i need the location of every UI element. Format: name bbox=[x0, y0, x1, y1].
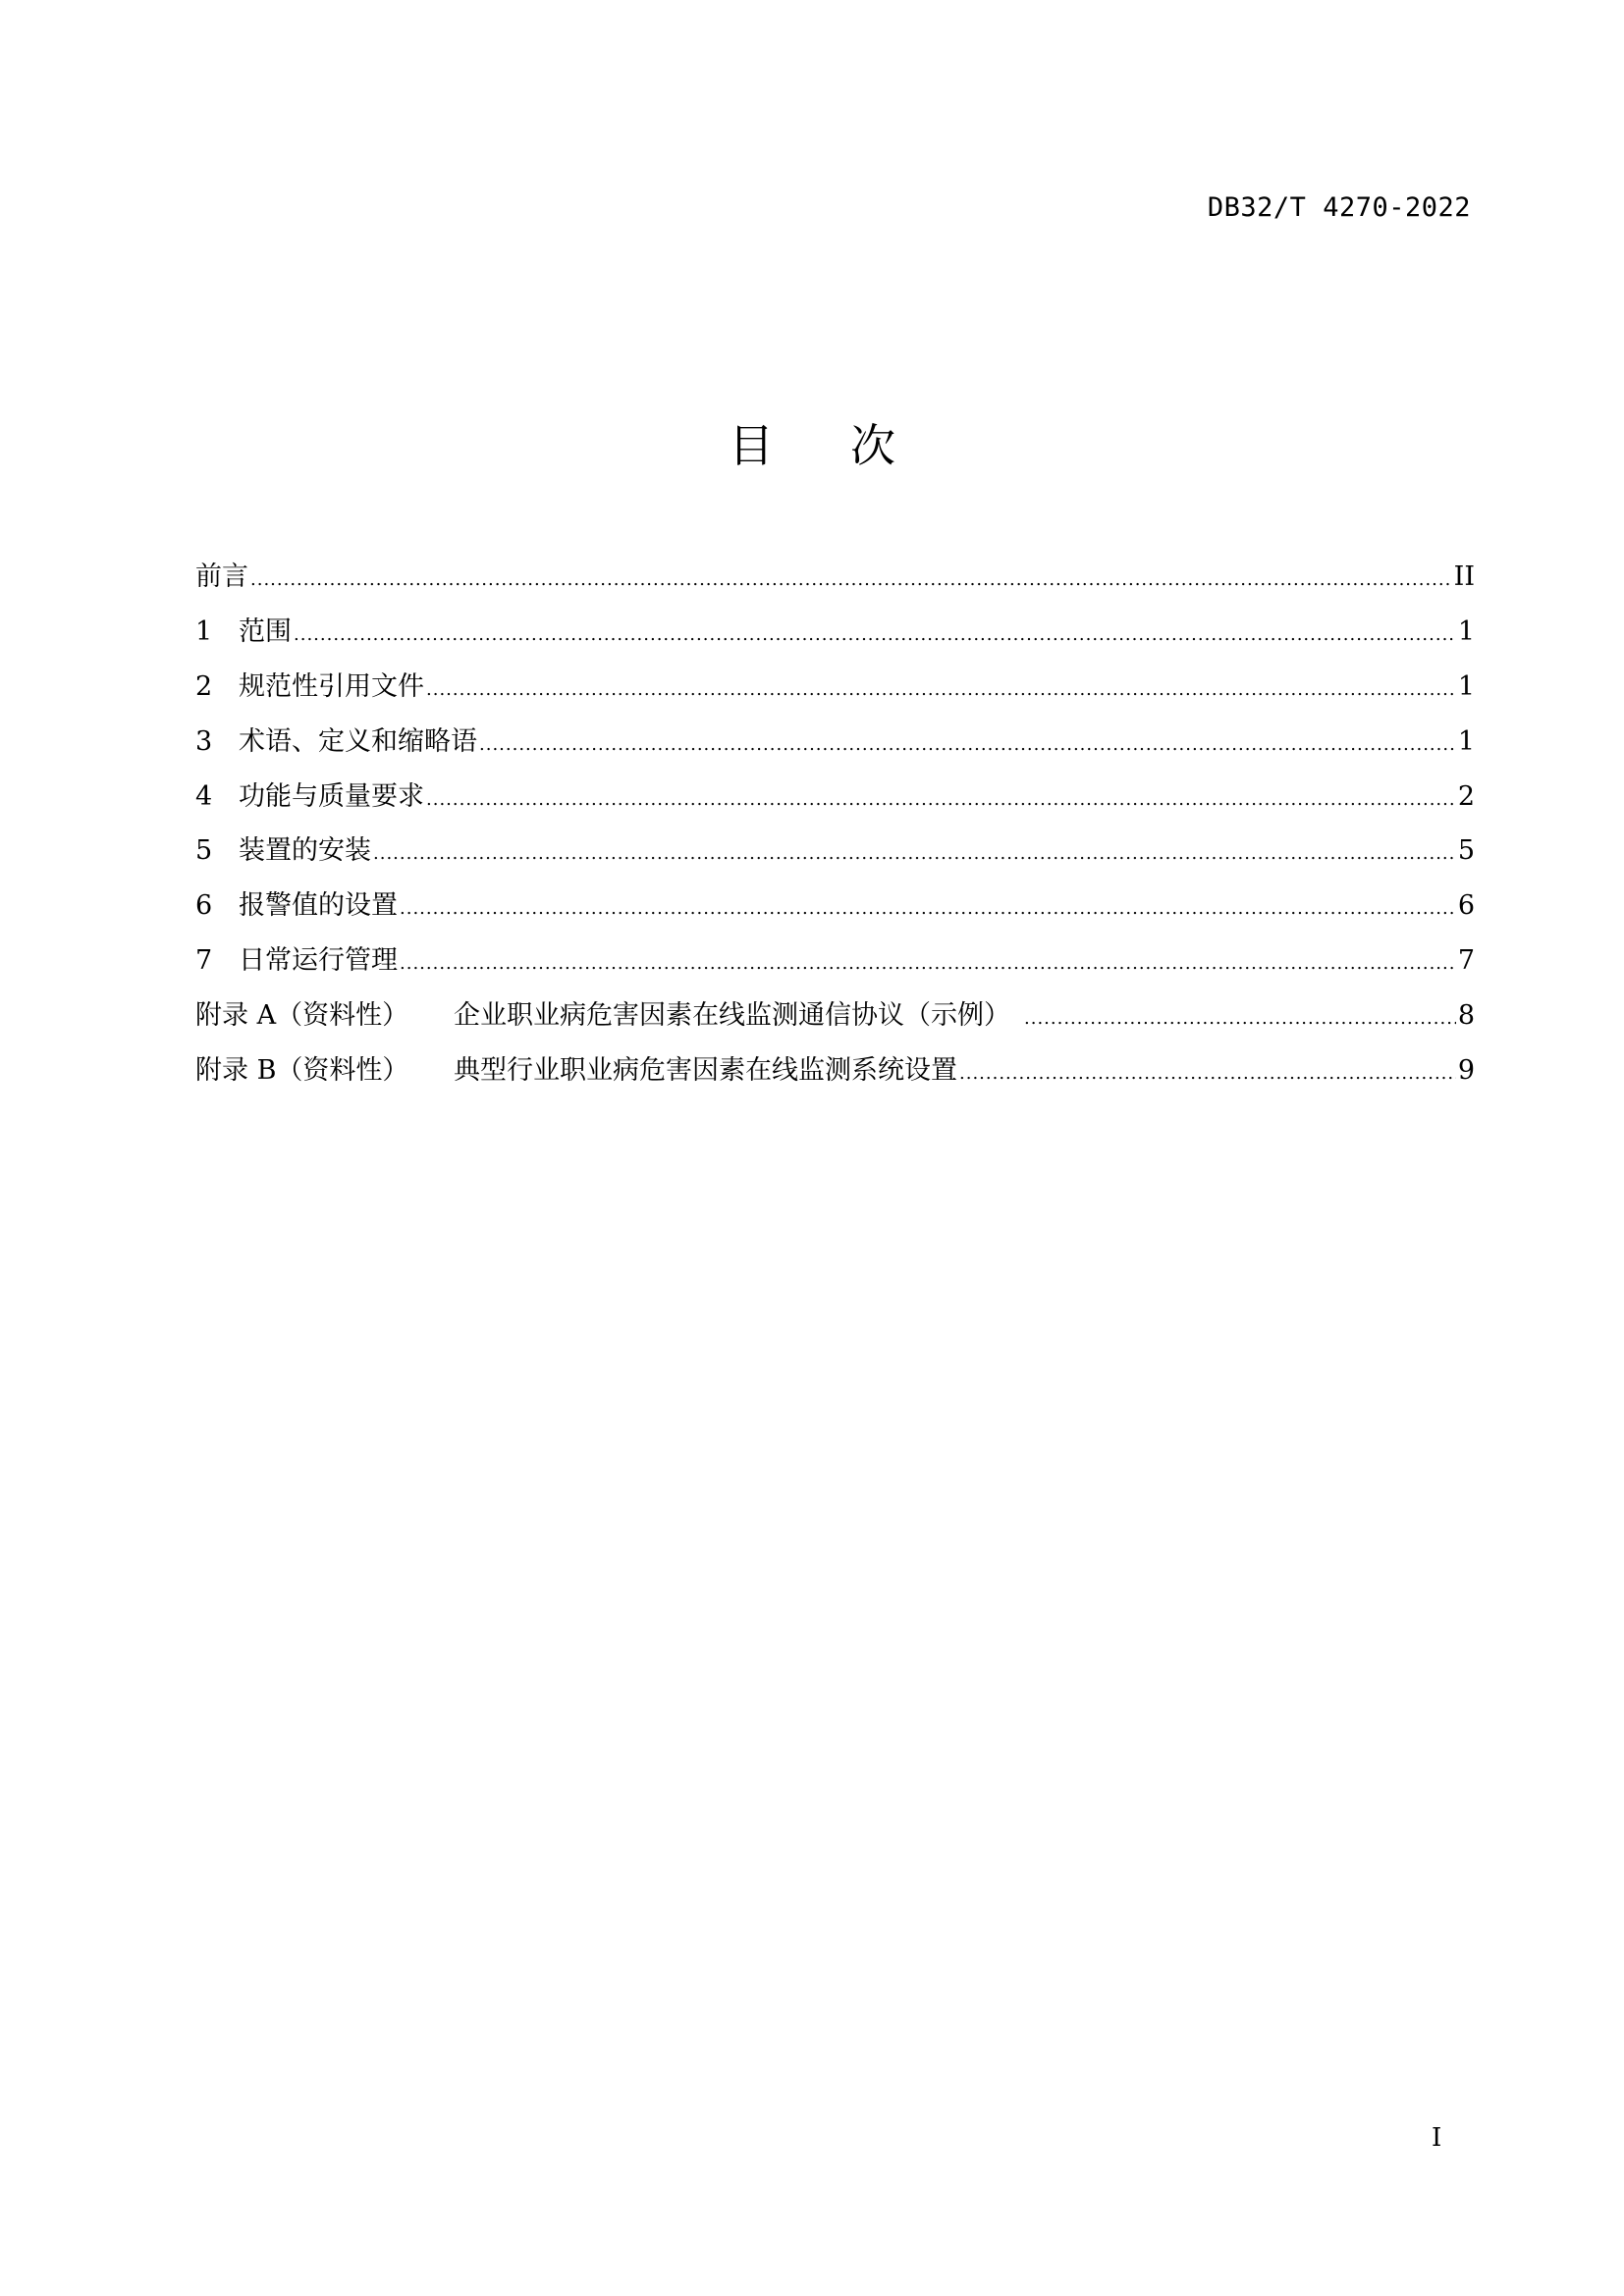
toc-entry-number: 3 bbox=[195, 725, 213, 757]
toc-annex-label: 附录 B（资料性） bbox=[195, 1055, 409, 1087]
document-code: DB32/T 4270-2022 bbox=[1207, 192, 1471, 223]
toc-entry-alarm-settings[interactable] bbox=[195, 883, 1475, 938]
toc-entry-installation[interactable] bbox=[195, 828, 1475, 883]
toc-entry-scope[interactable] bbox=[195, 610, 1475, 665]
toc-entry-daily-operation[interactable] bbox=[195, 938, 1475, 993]
toc-dot-leader bbox=[400, 953, 1456, 974]
toc-dot-leader bbox=[426, 679, 1456, 700]
toc-entry-text: 报警值的设置 bbox=[239, 890, 398, 922]
toc-entry-requirements[interactable] bbox=[195, 774, 1475, 829]
toc-page-number: 1 bbox=[1457, 615, 1475, 647]
toc-entry-text: 前言 bbox=[195, 561, 248, 592]
table-of-contents bbox=[195, 555, 1475, 1103]
toc-dot-leader bbox=[400, 898, 1456, 919]
toc-entry-number: 5 bbox=[195, 835, 213, 867]
toc-entry-terms-definitions[interactable] bbox=[195, 720, 1475, 774]
toc-dot-leader bbox=[426, 789, 1456, 810]
toc-page-number: 5 bbox=[1457, 835, 1475, 867]
toc-dot-leader bbox=[250, 569, 1452, 590]
toc-dot-leader bbox=[294, 624, 1456, 645]
toc-title: 目次 bbox=[729, 419, 972, 472]
toc-page-number: 6 bbox=[1457, 890, 1475, 922]
toc-entry-number: 1 bbox=[195, 615, 213, 647]
toc-entry-text: 企业职业病危害因素在线监测通信协议（示例） bbox=[454, 1000, 1010, 1032]
toc-entry-text: 功能与质量要求 bbox=[239, 780, 424, 812]
toc-dot-leader bbox=[479, 734, 1456, 755]
toc-page-number: 1 bbox=[1457, 670, 1475, 702]
toc-dot-leader bbox=[959, 1063, 1456, 1084]
toc-page-number: 2 bbox=[1457, 780, 1475, 812]
toc-page-number: 8 bbox=[1457, 1000, 1475, 1032]
toc-entry-annex-a[interactable] bbox=[195, 993, 1475, 1048]
toc-entry-number: 6 bbox=[195, 890, 213, 922]
toc-entry-number: 4 bbox=[195, 780, 213, 812]
toc-entry-text: 范围 bbox=[239, 615, 292, 647]
toc-page-number: 7 bbox=[1457, 945, 1475, 977]
toc-entry-text: 日常运行管理 bbox=[239, 945, 398, 977]
footer-page-number: I bbox=[1432, 2123, 1442, 2153]
toc-entry-normative-references[interactable] bbox=[195, 665, 1475, 720]
toc-page-number: II bbox=[1453, 561, 1475, 592]
toc-entry-text: 术语、定义和缩略语 bbox=[239, 725, 477, 757]
toc-page-number: 9 bbox=[1457, 1055, 1475, 1087]
toc-entry-text: 典型行业职业病危害因素在线监测系统设置 bbox=[454, 1055, 957, 1087]
toc-entry-foreword[interactable] bbox=[195, 555, 1475, 610]
toc-entry-number: 7 bbox=[195, 945, 213, 977]
toc-annex-label: 附录 A（资料性） bbox=[195, 1000, 409, 1032]
toc-entry-annex-b[interactable] bbox=[195, 1048, 1475, 1103]
toc-entry-text: 装置的安装 bbox=[239, 835, 371, 867]
toc-dot-leader bbox=[1024, 1008, 1456, 1029]
toc-entry-text: 规范性引用文件 bbox=[239, 670, 424, 702]
toc-entry-number: 2 bbox=[195, 670, 213, 702]
toc-dot-leader bbox=[373, 843, 1456, 864]
toc-page-number: 1 bbox=[1457, 725, 1475, 757]
